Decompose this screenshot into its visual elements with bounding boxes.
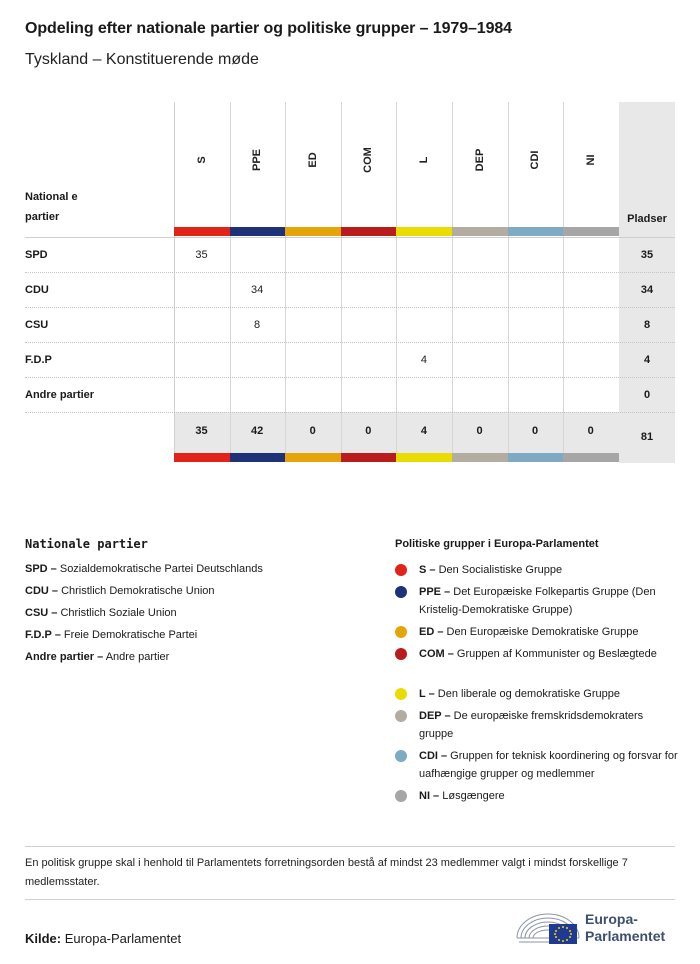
group-legend-item bbox=[395, 561, 680, 579]
group-color-bar bbox=[563, 453, 619, 462]
europarl-logo bbox=[515, 908, 680, 948]
group-color-bar bbox=[563, 227, 619, 236]
legend-name: Den Socialistiske Gruppe bbox=[435, 564, 563, 576]
group-legend-title: Politiske grupper i Europa-Parlamentet bbox=[395, 538, 599, 550]
row-seat-total: 34 bbox=[640, 284, 654, 296]
group-color-bar bbox=[452, 453, 508, 462]
national-legend-item bbox=[25, 607, 177, 619]
color-dot-icon bbox=[395, 790, 407, 802]
legend-text bbox=[419, 707, 680, 743]
color-dot-icon bbox=[395, 688, 407, 700]
legend-text bbox=[419, 787, 680, 805]
color-dot-icon bbox=[395, 564, 407, 576]
group-header-ppe bbox=[230, 102, 285, 227]
table-cell-value: 35 bbox=[195, 249, 208, 261]
color-dot-icon bbox=[395, 750, 407, 762]
group-header-label: NI bbox=[584, 154, 597, 166]
group-color-bar bbox=[396, 227, 452, 236]
row-divider bbox=[25, 272, 675, 273]
grand-total: 81 bbox=[640, 431, 654, 443]
group-header-label: PPE bbox=[251, 148, 264, 172]
row-label-party: CSU bbox=[25, 319, 49, 331]
page-title: Opdeling efter nationale partier og politiske grupper – 1979–1984 bbox=[25, 20, 512, 37]
group-header-label: S bbox=[195, 156, 208, 164]
table-cell-value: 34 bbox=[250, 284, 264, 296]
legend-text bbox=[419, 623, 680, 641]
legend-abbr: CSU – bbox=[25, 607, 58, 619]
legend-abbr: ED – bbox=[419, 626, 444, 638]
legend-name: Den liberale og demokratiske Gruppe bbox=[434, 688, 620, 700]
legend-abbr: SPD – bbox=[25, 563, 57, 575]
group-color-bar bbox=[341, 227, 397, 236]
group-total: 0 bbox=[532, 425, 539, 437]
group-total: 0 bbox=[587, 425, 594, 437]
group-total: 4 bbox=[420, 425, 427, 437]
group-header-dep bbox=[452, 102, 507, 227]
national-legend-title: Nationale partier bbox=[25, 537, 148, 551]
legend-text bbox=[419, 645, 680, 663]
color-dot-icon bbox=[395, 648, 407, 660]
table-cell-value: 8 bbox=[254, 319, 261, 331]
row-seat-total: 35 bbox=[640, 249, 654, 261]
row-label-party: CDU bbox=[25, 284, 49, 296]
group-color-bar bbox=[508, 453, 564, 462]
legend-name: Gruppen af Kommunister og Beslægtede bbox=[453, 648, 657, 660]
legend-abbr: DEP – bbox=[419, 710, 451, 722]
group-color-bar bbox=[230, 453, 286, 462]
logo-text: Europa- Parlamentet bbox=[585, 911, 666, 944]
row-label-party: Andre partier bbox=[25, 389, 95, 401]
group-header-label: L bbox=[417, 156, 430, 164]
legend-abbr: NI – bbox=[419, 790, 440, 802]
table-cell-value: 4 bbox=[420, 354, 427, 366]
group-color-bar bbox=[230, 227, 286, 236]
national-legend-item bbox=[25, 563, 263, 575]
group-header-label: ED bbox=[306, 152, 319, 168]
group-legend-item bbox=[395, 787, 680, 805]
group-header-ni bbox=[563, 102, 618, 227]
pladser-header: Pladser bbox=[627, 213, 667, 225]
group-header-label: DEP bbox=[473, 148, 486, 172]
footnote: En politisk gruppe skal i henhold til Parlamentets forretningsorden bestå af mindst 23 medlemmer valgt i mindst forskellige 7 medlemsstater. bbox=[25, 857, 628, 888]
legend-name: Andre partier bbox=[103, 651, 170, 663]
row-seat-total: 4 bbox=[643, 354, 651, 366]
legend-abbr: CDU – bbox=[25, 585, 59, 597]
legend-text bbox=[419, 583, 680, 619]
group-total: 0 bbox=[309, 425, 316, 437]
legend-name: Christlich Demokratische Union bbox=[58, 585, 215, 597]
group-legend-item bbox=[395, 747, 680, 783]
group-header-l bbox=[396, 102, 451, 227]
group-total: 0 bbox=[476, 425, 483, 437]
national-legend-item bbox=[25, 585, 215, 597]
group-color-bar bbox=[396, 453, 452, 462]
national-parties-header: National e partier bbox=[25, 191, 78, 223]
legend-name: Det Europæiske Folkepartis Gruppe (Den Kristelig-Demokratiske Gruppe) bbox=[419, 586, 656, 616]
national-legend-item bbox=[25, 651, 169, 663]
row-divider bbox=[25, 377, 675, 378]
group-color-bar bbox=[285, 453, 341, 462]
color-dot-icon bbox=[395, 586, 407, 598]
legend-text bbox=[419, 747, 680, 783]
group-total: 0 bbox=[365, 425, 372, 437]
seat-table bbox=[25, 102, 675, 463]
legend-text bbox=[419, 561, 680, 579]
row-label-party: F.D.P bbox=[25, 354, 52, 366]
group-legend-item bbox=[395, 583, 680, 619]
legend-abbr: F.D.P – bbox=[25, 629, 61, 641]
legend-name: Freie Demokratische Partei bbox=[60, 629, 198, 641]
legend-name: De europæiske fremskridsdemokraters gruppe bbox=[419, 710, 644, 740]
source-label: Kilde: bbox=[25, 931, 62, 946]
legend-name: Gruppen for teknisk koordinering og forsvar for uafhængige grupper og medlemmer bbox=[419, 750, 678, 780]
group-color-bar bbox=[508, 227, 564, 236]
legend-name: Løsgængere bbox=[439, 790, 505, 802]
source bbox=[25, 931, 181, 946]
group-header-ed bbox=[285, 102, 340, 227]
legend-name: Christlich Soziale Union bbox=[57, 607, 177, 619]
color-dot-icon bbox=[395, 710, 407, 722]
row-label-party: SPD bbox=[25, 249, 48, 261]
group-legend-item bbox=[395, 645, 680, 663]
group-total: 35 bbox=[195, 425, 208, 437]
group-header-label: CDI bbox=[529, 150, 542, 170]
group-color-bar bbox=[174, 227, 230, 236]
legend-abbr: PPE – bbox=[419, 586, 451, 598]
parliament-hemicycle-icon bbox=[515, 908, 581, 948]
legend-text bbox=[419, 685, 680, 703]
divider bbox=[25, 899, 675, 900]
group-color-bar bbox=[452, 227, 508, 236]
divider bbox=[25, 846, 675, 847]
color-dot-icon bbox=[395, 626, 407, 638]
legend-abbr: L – bbox=[419, 688, 435, 700]
row-seat-total: 0 bbox=[643, 389, 651, 401]
group-header-cdi bbox=[508, 102, 563, 227]
row-divider bbox=[25, 412, 675, 413]
header-rule bbox=[25, 237, 675, 238]
legend-abbr: S – bbox=[419, 564, 436, 576]
group-color-bar bbox=[174, 453, 230, 462]
group-header-s bbox=[174, 102, 229, 227]
page-subtitle: Tyskland – Konstituerende møde bbox=[25, 51, 259, 68]
group-total: 42 bbox=[250, 425, 264, 437]
legend-abbr: Andre partier – bbox=[25, 651, 104, 663]
legend-abbr: CDI – bbox=[419, 750, 448, 762]
legend-name: Den Europæiske Demokratiske Gruppe bbox=[443, 626, 639, 638]
group-header-label: COM bbox=[362, 147, 375, 173]
source-value: Europa-Parlamentet bbox=[64, 931, 182, 946]
group-legend-item bbox=[395, 685, 680, 703]
group-color-bar bbox=[341, 453, 397, 462]
pladser-column-background bbox=[619, 102, 675, 463]
group-color-bar bbox=[285, 227, 341, 236]
group-legend-item bbox=[395, 623, 680, 641]
row-divider bbox=[25, 342, 675, 343]
row-divider bbox=[25, 307, 675, 308]
group-header-com bbox=[341, 102, 396, 227]
legend-name: Sozialdemokratische Partei Deutschlands bbox=[56, 563, 263, 575]
national-legend-item bbox=[25, 629, 197, 641]
row-seat-total: 8 bbox=[643, 319, 651, 331]
group-legend-item bbox=[395, 707, 680, 743]
legend-abbr: COM – bbox=[419, 648, 454, 660]
